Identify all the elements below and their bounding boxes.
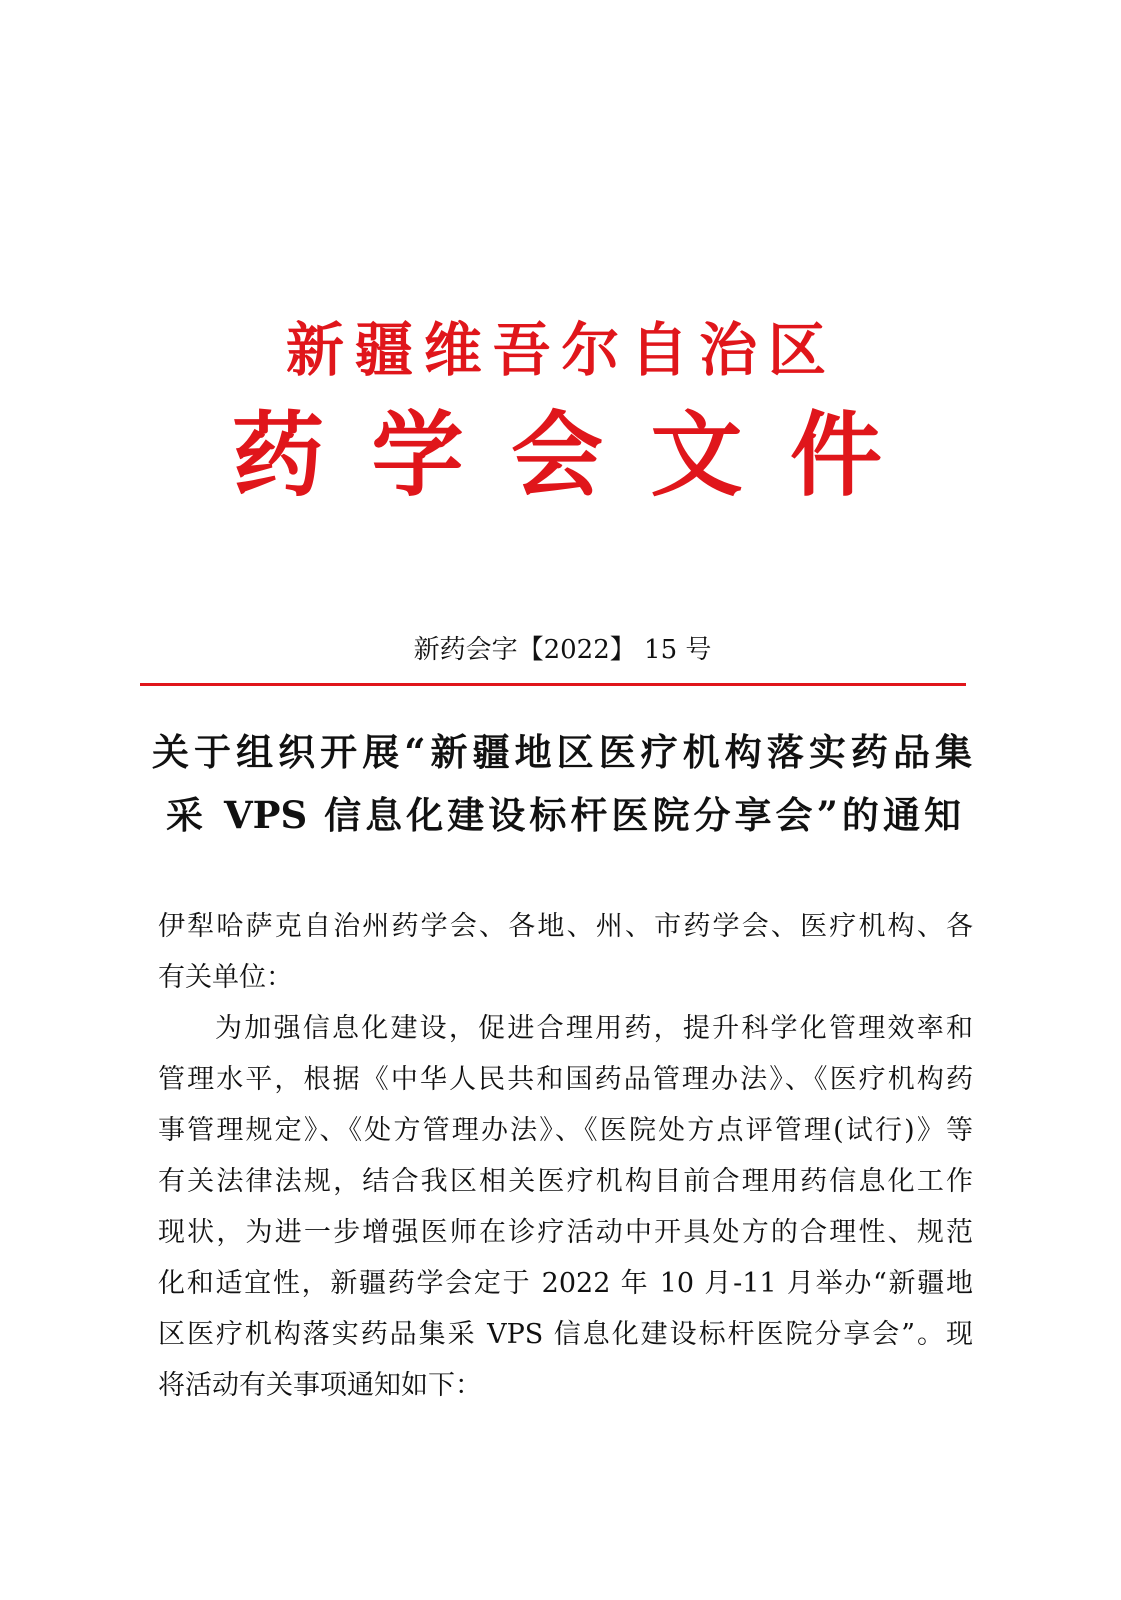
body-line: 管理水平，根据《中华人民共和国药品管理办法》、《医疗机构药 <box>158 1064 973 1095</box>
body-line: 将活动有关事项通知如下： <box>158 1370 482 1401</box>
body-line: 区医疗机构落实药品集采 VPS 信息化建设标杆医院分享会”。现 <box>158 1319 973 1350</box>
body-line: 事管理规定》、《处方管理办法》、《医院处方点评管理(试行)》等 <box>158 1115 973 1146</box>
body-line: 有关法律法规，结合我区相关医疗机构目前合理用药信息化工作 <box>158 1166 973 1197</box>
body-line: 化和适宜性，新疆药学会定于 2022 年 10 月-11 月举办“新疆地 <box>158 1268 973 1299</box>
body-line: 有关单位： <box>158 962 293 993</box>
notice-title-line-2: 采 VPS 信息化建设标杆医院分享会”的通知 <box>166 793 961 837</box>
document-type-heading: 药学会文件 <box>232 401 882 509</box>
body-line: 伊犁哈萨克自治州药学会、各地、州、市药学会、医疗机构、各 <box>158 911 973 942</box>
red-divider-line <box>140 683 966 686</box>
document-number: 新药会字【2022】 15 号 <box>413 635 712 665</box>
body-line: 现状，为进一步增强医师在诊疗活动中开具处方的合理性、规范 <box>158 1217 973 1248</box>
issuing-organization: 新疆维吾尔自治区 <box>286 316 826 384</box>
notice-title-line-1: 关于组织开展“新疆地区医疗机构落实药品集 <box>152 730 972 774</box>
body-line: 为加强信息化建设，促进合理用药，提升科学化管理效率和 <box>215 1013 973 1044</box>
